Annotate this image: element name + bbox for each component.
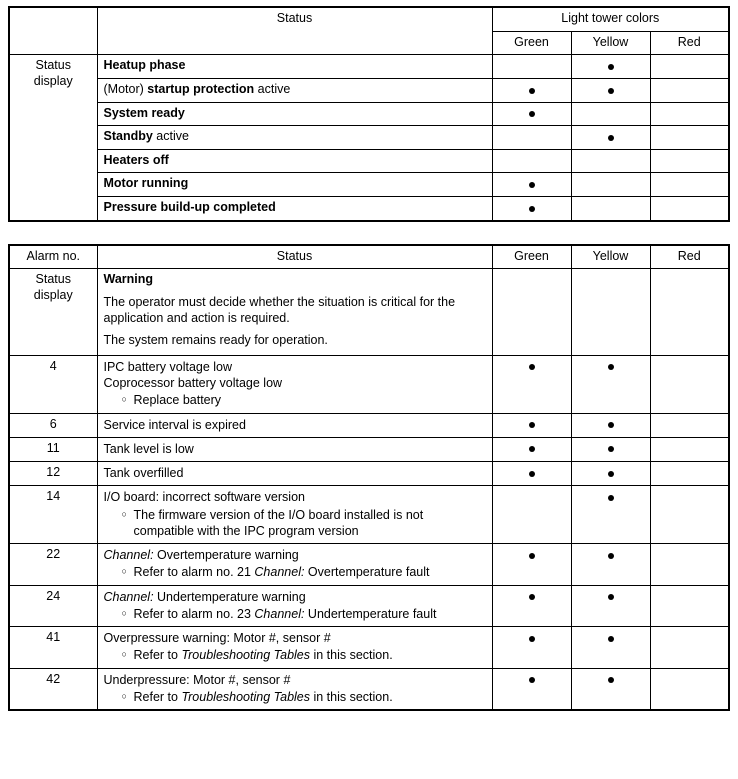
header-status: Status — [97, 7, 492, 55]
yellow-cell — [571, 149, 650, 173]
indicator-dot — [529, 182, 535, 188]
status-text: Heaters off — [103, 152, 169, 167]
sub-list — [104, 507, 486, 540]
indicator-dot — [529, 471, 535, 477]
red-cell — [650, 462, 729, 486]
indicator-dot — [529, 677, 535, 683]
status-cell — [97, 55, 492, 79]
indicator-dot — [529, 594, 535, 600]
green-cell — [492, 197, 571, 221]
status-cell — [97, 462, 492, 486]
indicator-dot — [608, 422, 614, 428]
red-cell — [650, 355, 729, 413]
warning-description-cell — [97, 269, 492, 356]
sub-list — [104, 606, 486, 622]
red-cell — [650, 413, 729, 437]
sub-list — [104, 689, 486, 705]
header-yellow: Yellow — [571, 31, 650, 55]
red-cell — [650, 668, 729, 710]
indicator-dot — [608, 677, 614, 683]
green-cell — [492, 627, 571, 669]
table-row — [9, 486, 729, 544]
header-red: Red — [650, 31, 729, 55]
status-line: Underpressure: Motor #, sensor # — [103, 672, 291, 687]
table-row — [9, 126, 729, 150]
indicator-dot — [529, 364, 535, 370]
status-cell — [97, 149, 492, 173]
red-cell — [650, 486, 729, 544]
status-line: IPC battery voltage low — [103, 359, 233, 374]
status-cell — [97, 585, 492, 627]
green-cell — [492, 668, 571, 710]
header-green: Green — [492, 245, 571, 269]
red-cell — [650, 149, 729, 173]
status-cell — [97, 413, 492, 437]
indicator-dot — [529, 636, 535, 642]
status-line — [104, 589, 486, 605]
table-row — [9, 668, 729, 710]
red-cell — [650, 437, 729, 461]
indicator-dot — [529, 88, 535, 94]
alarm-no-cell: 24 — [9, 585, 97, 627]
table-gap — [8, 222, 730, 244]
list-item: ○ The firmware version of the I/O board installed is not compatible with the IPC program version — [122, 507, 486, 540]
list-item: ○ Replace battery — [122, 392, 486, 408]
table-row — [9, 627, 729, 669]
table-row — [9, 149, 729, 173]
sub-part: Refer to alarm no. 21 — [133, 565, 255, 580]
yellow-cell — [571, 462, 650, 486]
alarm-no-cell: 41 — [9, 627, 97, 669]
sub-part: Undertemperature fault — [304, 606, 437, 621]
indicator-dot — [529, 422, 535, 428]
channel-label: Channel: — [103, 589, 154, 604]
sub-part: Refer to — [133, 648, 182, 663]
reference-title: Troubleshooting Tables — [181, 689, 310, 704]
status-cell — [97, 173, 492, 197]
table-row — [9, 413, 729, 437]
status-line: Coprocessor battery voltage low — [103, 376, 283, 390]
red-cell — [650, 55, 729, 79]
status-cell — [97, 668, 492, 710]
alarm-no-cell: 11 — [9, 437, 97, 461]
status-text: Overtemperature warning — [153, 548, 299, 562]
alarm-no-cell: 42 — [9, 668, 97, 710]
status-text: Undertemperature warning — [153, 589, 306, 604]
warning-title: Warning — [103, 272, 154, 287]
indicator-dot — [608, 135, 614, 141]
status-cell — [97, 355, 492, 413]
table-row — [9, 102, 729, 126]
green-cell — [492, 355, 571, 413]
table-row-warning — [9, 269, 729, 356]
green-cell — [492, 269, 571, 356]
yellow-cell — [571, 627, 650, 669]
row-label-line1: Status — [35, 58, 71, 73]
indicator-dot — [608, 594, 614, 600]
header-status: Status — [97, 245, 492, 269]
sub-part: Refer to — [133, 689, 182, 704]
sub-part: in this section. — [310, 648, 393, 663]
channel-label: Channel: — [254, 606, 305, 621]
green-cell — [492, 126, 571, 150]
indicator-dot — [608, 471, 614, 477]
status-line: Tank level is low — [103, 441, 194, 456]
yellow-cell — [571, 173, 650, 197]
status-line — [104, 547, 486, 563]
header-yellow: Yellow — [571, 245, 650, 269]
status-cell — [97, 486, 492, 544]
red-cell — [650, 269, 729, 356]
status-cell — [97, 78, 492, 102]
channel-label: Channel: — [254, 565, 305, 580]
status-cell — [97, 126, 492, 150]
header-spacer-cell — [9, 7, 97, 55]
list-item — [122, 689, 486, 705]
red-cell — [650, 197, 729, 221]
table-row — [9, 544, 729, 586]
red-cell — [650, 173, 729, 197]
row-label-line1: Status — [35, 272, 71, 287]
yellow-cell — [571, 78, 650, 102]
indicator-dot — [608, 636, 614, 642]
green-cell — [492, 462, 571, 486]
status-text: startup protection — [147, 81, 255, 96]
green-cell — [492, 149, 571, 173]
yellow-cell — [571, 437, 650, 461]
green-cell — [492, 173, 571, 197]
status-line: I/O board: incorrect software version — [103, 490, 305, 505]
alarm-no-cell: 12 — [9, 462, 97, 486]
yellow-cell — [571, 55, 650, 79]
green-cell — [492, 437, 571, 461]
alarm-no-cell: 6 — [9, 413, 97, 437]
green-cell — [492, 413, 571, 437]
sub-part: Refer to alarm no. 23 — [133, 606, 255, 621]
table-header-row — [9, 245, 729, 269]
green-cell — [492, 486, 571, 544]
indicator-dot — [608, 364, 614, 370]
table-row — [9, 462, 729, 486]
table-header-row — [9, 7, 729, 31]
status-cell — [97, 102, 492, 126]
sub-list — [104, 564, 486, 580]
header-red: Red — [650, 245, 729, 269]
sub-part: in this section. — [310, 689, 393, 704]
status-text: Motor running — [103, 176, 189, 191]
yellow-cell — [571, 197, 650, 221]
red-cell — [650, 78, 729, 102]
indicator-dot — [529, 206, 535, 212]
status-cell — [97, 627, 492, 669]
table-row — [9, 585, 729, 627]
status-text: Heatup phase — [103, 58, 186, 73]
warning-paragraph-1: The operator must decide whether the situation is critical for the application and action is required. — [103, 294, 456, 325]
status-display-table — [8, 6, 730, 222]
indicator-dot — [608, 495, 614, 501]
alarm-no-cell: 14 — [9, 486, 97, 544]
indicator-dot — [529, 446, 535, 452]
status-text: System ready — [103, 105, 185, 120]
status-text: Pressure build-up completed — [103, 200, 276, 214]
status-text: Standby — [103, 129, 153, 144]
green-cell — [492, 55, 571, 79]
list-item — [122, 606, 486, 622]
table-row — [9, 355, 729, 413]
sub-list — [104, 392, 486, 408]
status-line: Overpressure warning: Motor #, sensor # — [103, 631, 331, 645]
status-suffix: active — [152, 129, 189, 144]
yellow-cell — [571, 413, 650, 437]
row-label-status-display — [9, 269, 97, 356]
reference-title: Troubleshooting Tables — [181, 648, 310, 663]
green-cell — [492, 544, 571, 586]
status-line: Service interval is expired — [103, 417, 246, 432]
red-cell — [650, 126, 729, 150]
yellow-cell — [571, 585, 650, 627]
green-cell — [492, 585, 571, 627]
warning-paragraph-2: The system remains ready for operation. — [103, 333, 328, 348]
green-cell — [492, 78, 571, 102]
status-cell — [97, 437, 492, 461]
yellow-cell — [571, 355, 650, 413]
status-cell — [97, 197, 492, 221]
status-suffix: active — [254, 81, 291, 96]
table-row — [9, 173, 729, 197]
yellow-cell — [571, 102, 650, 126]
red-cell — [650, 544, 729, 586]
sub-list — [104, 647, 486, 663]
list-item — [122, 647, 486, 663]
indicator-dot — [608, 553, 614, 559]
yellow-cell — [571, 668, 650, 710]
red-cell — [650, 627, 729, 669]
indicator-dot — [608, 446, 614, 452]
table-row — [9, 55, 729, 79]
list-item — [122, 564, 486, 580]
header-light-tower-colors: Light tower colors — [492, 7, 729, 31]
status-line: Tank overfilled — [103, 466, 184, 480]
row-label-status-display — [9, 55, 97, 221]
indicator-dot — [529, 553, 535, 559]
indicator-dot — [608, 88, 614, 94]
table-row — [9, 437, 729, 461]
channel-label: Channel: — [103, 548, 154, 562]
status-prefix: (Motor) — [103, 81, 148, 96]
table-row — [9, 78, 729, 102]
green-cell — [492, 102, 571, 126]
yellow-cell — [571, 126, 650, 150]
indicator-dot — [529, 111, 535, 117]
yellow-cell — [571, 269, 650, 356]
yellow-cell — [571, 486, 650, 544]
table-row — [9, 197, 729, 221]
yellow-cell — [571, 544, 650, 586]
indicator-dot — [608, 64, 614, 70]
sub-part: Overtemperature fault — [304, 565, 430, 580]
red-cell — [650, 102, 729, 126]
warning-alarms-table — [8, 244, 730, 711]
row-label-line2: display — [33, 287, 73, 302]
header-alarm-no: Alarm no. — [9, 245, 97, 269]
alarm-no-cell: 4 — [9, 355, 97, 413]
status-cell — [97, 544, 492, 586]
alarm-no-cell: 22 — [9, 544, 97, 586]
row-label-line2: display — [33, 73, 73, 88]
red-cell — [650, 585, 729, 627]
header-green: Green — [492, 31, 571, 55]
